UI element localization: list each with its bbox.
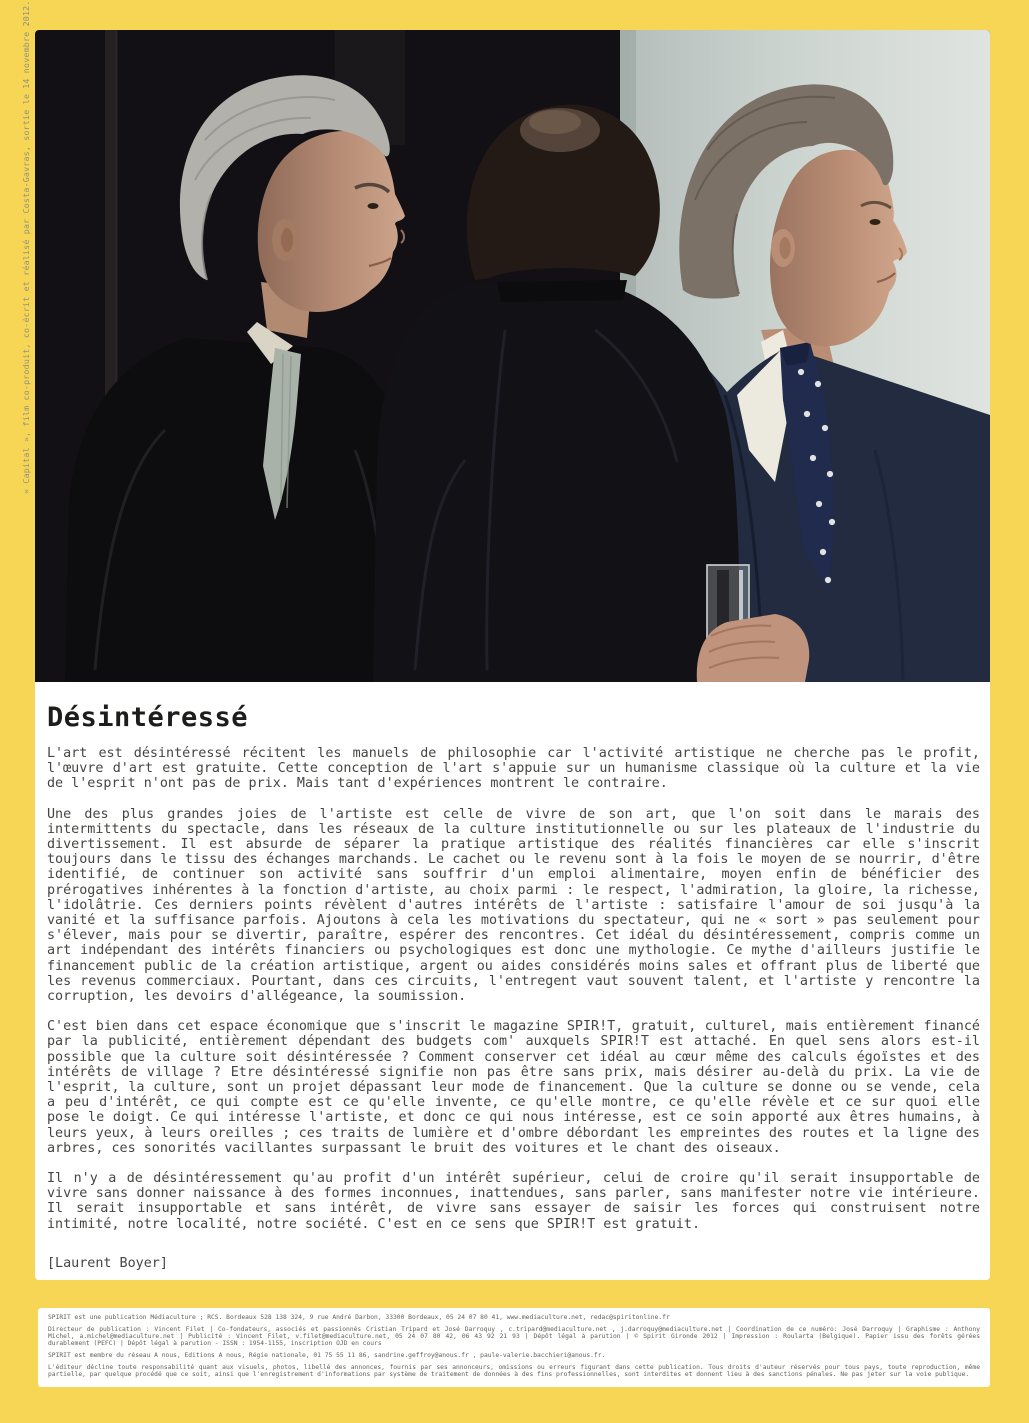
imprint-legal-line: L'éditeur décline toute responsabilité quant aux visuels, photos, libellé des annonces, fournis par ses annonceurs, omissions ou erreurs figurant dans cette publication. Tous droits d'auteur réservés pour tous pays, toute reproduction, même partielle, par quelque procédé que ce soit, ainsi que l'enregistrement d'informations par système de traitement de données à des fins professionnelles, sont interdites et donnent lieu à des sanctions pénales. Ne pas jeter sur la voie publique. — [48, 1363, 980, 1378]
article-paragraph-1: L'art est désintéressé récitent les manuels de philosophie car l'activité artistique ne cherche pas le profit, l'œuvre d'art est gratuite. Cette conception de l'art s'appuie sur un humanisme classique où la culture et la vie de l'esprit n'ont pas de prix. Mais tant d'expériences montrent le contraire. — [47, 746, 980, 792]
photo-three-men — [35, 30, 990, 682]
article-panel — [35, 30, 990, 1280]
imprint-publication-line: SPIRIT est une publication Médiaculture ; RCS. Bordeaux 528 138 324, 9 rue André Darbon, 33300 Bordeaux, 05 24 07 80 41, www.mediaculture.net, redac@spiritonline.fr — [48, 1314, 670, 1321]
article-byline: [Laurent Boyer] — [47, 1255, 168, 1271]
article-paragraph-2: Une des plus grandes joies de l'artiste est celle de vivre de son art, que l'on soit dans le marais des intermittents du spectacle, dans les réseaux de la culture institutionnelle ou sur les plateaux de l'industrie du divertissement. Il est absurde de séparer la pratique artistique des réalités financières car elle s'inscrit toujours dans le tissu des échanges marchands. Le cachet ou le revenu sont à la fois le moyen de se nourrir, d'être identifié, de continuer son activité sans souffrir d'un emploi alimentaire, moyen enfin de bénéficier des prérogatives inhérentes à la fonction d'artiste, au choix parmi : le respect, l'admiration, la gloire, la richesse, l'idolâtrie. Ces derniers points révèlent d'autres intérêts de l'artiste : satisfaire l'amour de soi jusqu'à la vanité et la suffisance parfois. Ajoutons à cela les motivations du spectateur, qui ne « sort » pas seulement pour s'élever, mais pour se divertir, paraître, espérer des rencontres. Cet idéal du désintéressement, compris comme un art indépendant des intérêts financiers ou psychologiques est donc une mythologie. Ce mythe d'ailleurs justifie le financement public de la création artistique, argent ou aides considérés moins sales et offrant plus de liberté que les revenus commerciaux. Pourtant, dans ces circuits, l'entregent vaut souvent talent, et l'artiste y rencontre la corruption, les devoirs d'allégeance, la soumission. — [47, 806, 980, 1005]
article-paragraph-4: Il n'y a de désintéressement qu'au profit d'un intérêt supérieur, celui de croire qu'il serait insupportable de vivre sans donner naissance à des formes inconnues, inattendues, sans parler, sans manifester notre vie intérieure. Il serait insupportable et sans intérêt, de vivre sans essayer de saisir les forces qui construisent notre intimité, notre localité, notre société. C'est en ce sens que SPIR!T est gratuit. — [47, 1171, 980, 1232]
article-title: Désintéressé — [47, 702, 249, 733]
imprint-network-line: SPIRIT est membre du réseau A nous, Editions A nous, Régie nationale, 01 75 55 11 86, sandrine.geffroy@anous.fr , paule-valerie.bacchieri@anous.fr. — [48, 1351, 606, 1359]
spine-caption: « Capital », film co-produit, co-écrit et réalisé par Costa-Gavras, sortie le 14 novembre 2012. — [21, 0, 31, 494]
article-body — [35, 682, 990, 1271]
imprint-staff-line: Directeur de publication : Vincent Filet | Co-fondateurs, associés et passionnés Cristian Tripard et José Darroquy , c.tripard@mediaculture.net , j.darroquy@mediaculture.net | Coordination de ce numéro: José Darroquy | Graphisme : Anthony Michel, a.michel@mediaculture.net | Publicité : Vincent Filet, v.filet@mediaculture.net, 05 24 07 80 42, 06 43 92 21 93 | Dépôt légal à parution | © Spirit Gironde 2012 | Impression : Roularta (Belgique). Papier issu des forêts gérées durablement (PEFC) | Dépôt légal à parution - ISSN : 1954-1155, inscription OJD en cours — [48, 1325, 980, 1348]
imprint-panel — [38, 1308, 990, 1387]
photo-illustration — [35, 30, 990, 682]
article-paragraph-3: C'est bien dans cet espace économique que s'inscrit le magazine SPIR!T, gratuit, culturel, mais entièrement financé par la publicité, entièrement dépendant des budgets com' auxquels SPIR!T est attaché. En quel sens alors est-il possible que la culture soit désintéressée ? Comment conserver cet idéal au cœur même des calculs égoïstes et des intérêts de village ? Etre désintéressé signifie non pas être sans prix, mais désirer au-delà du prix. La vie de l'esprit, la culture, sont un projet dépassant leur mode de financement. Que la culture se donne ou se vende, cela a peu d'intérêt, ce qui compte est ce qu'elle invente, ce qu'elle montre, ce qu'elle révèle et ce sur quoi elle pose le doigt. Ce qui intéresse l'artiste, et donc ce qui nous intéresse, est ce soin apporté aux êtres humains, à leurs yeux, à leurs oreilles ; ces traits de lumière et d'ombre débordant les empreintes des routes et la ligne des arbres, ces sonorités vacillantes surpassant le bruit des voitures et le chant des oiseaux. — [47, 1019, 980, 1156]
